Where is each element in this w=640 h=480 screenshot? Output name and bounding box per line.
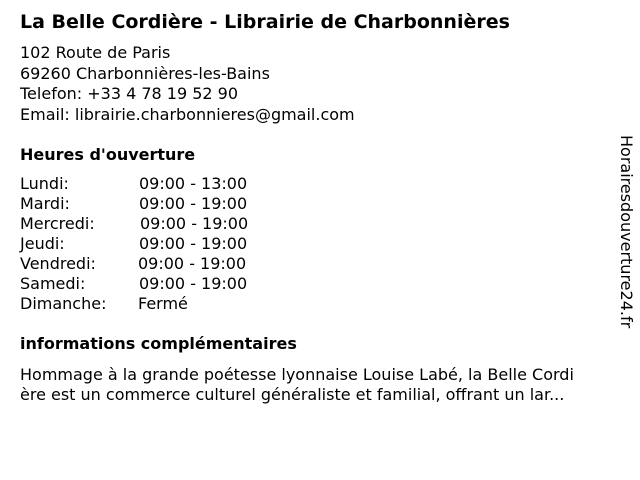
day-label: Jeudi: bbox=[20, 234, 65, 253]
address-street: 102 Route de Paris bbox=[20, 43, 171, 62]
time-value: 09:00 - 19:00 bbox=[138, 254, 247, 273]
time-value: 09:00 - 13:00 bbox=[139, 174, 248, 193]
store-address bbox=[20, 43, 355, 125]
description-line: Hommage à la grande poétesse lyonnaise Louise Labé, la Belle Cordi bbox=[20, 365, 574, 384]
store-phone: Telefon: +33 4 78 19 52 90 bbox=[20, 84, 239, 103]
day-label: Samedi: bbox=[20, 274, 86, 293]
additional-info-text bbox=[20, 365, 620, 405]
day-label: Mardi: bbox=[20, 194, 70, 213]
day-label: Vendredi: bbox=[20, 254, 96, 273]
time-value: 09:00 - 19:00 bbox=[139, 234, 248, 253]
time-value: Fermé bbox=[138, 294, 188, 313]
opening-hours-heading: Heures d'ouverture bbox=[20, 145, 196, 164]
store-email: Email: librairie.charbonnieres@gmail.com bbox=[20, 104, 355, 124]
day-label: Dimanche: bbox=[20, 294, 107, 313]
time-value: 09:00 - 19:00 bbox=[139, 274, 248, 293]
day-label: Lundi: bbox=[20, 174, 69, 193]
site-watermark: Horairesdouverture24.fr bbox=[617, 135, 636, 329]
time-value: 09:00 - 19:00 bbox=[139, 194, 248, 213]
store-name: La Belle Cordière - Librairie de Charbonnières bbox=[20, 11, 510, 33]
address-city: 69260 Charbonnières-les-Bains bbox=[20, 63, 270, 83]
day-label: Mercredi: bbox=[20, 214, 95, 233]
description-line: ère est un commerce culturel généraliste et familial, offrant un lar... bbox=[20, 385, 565, 404]
time-value: 09:00 - 19:00 bbox=[140, 214, 249, 233]
additional-info-heading: informations complémentaires bbox=[20, 334, 297, 353]
